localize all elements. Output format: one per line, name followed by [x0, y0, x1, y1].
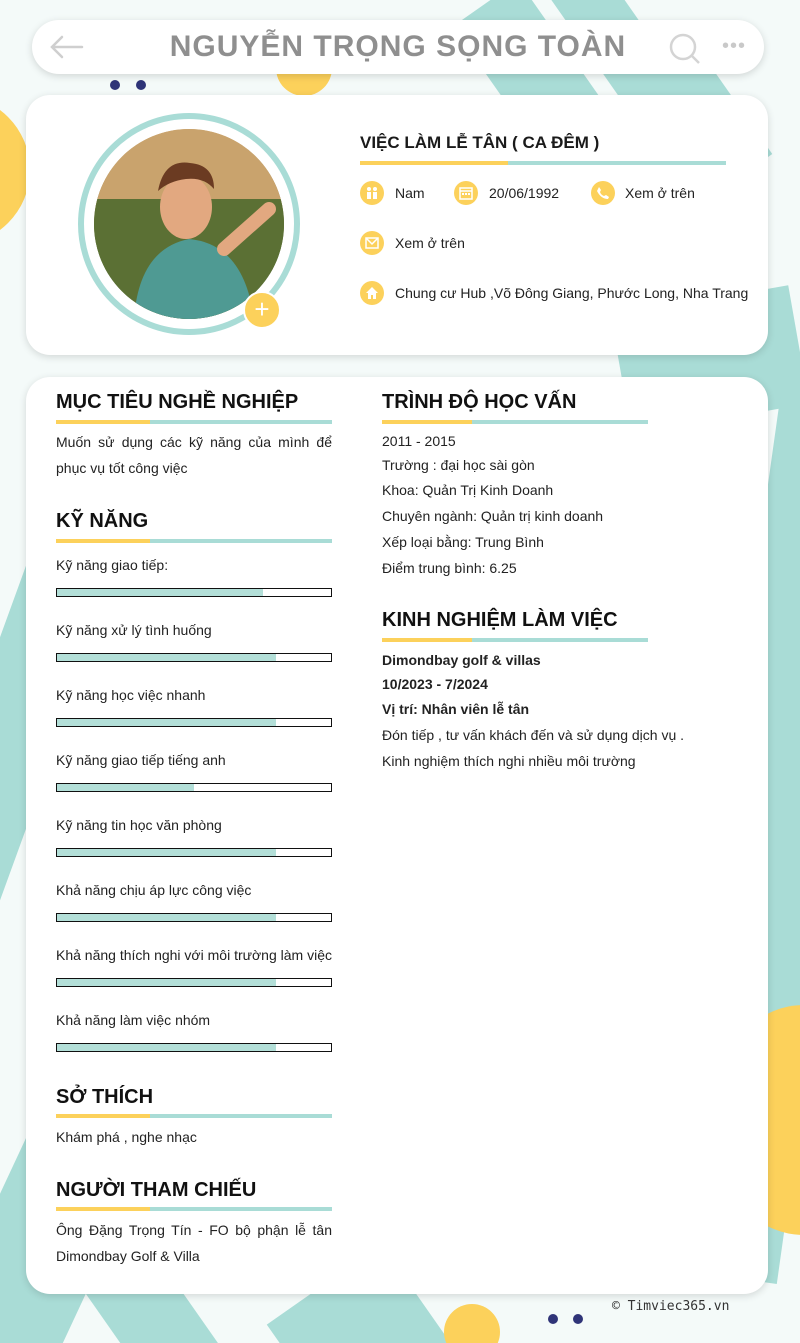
email-value: Xem ở trên: [395, 235, 465, 251]
address-value: Chung cư Hub ,Võ Đông Giang, Phước Long, Nha Trang: [395, 285, 749, 301]
job-title: VIỆC LÀM LỄ TÂN ( CA ĐÊM ): [360, 133, 600, 152]
skill-label: Kỹ năng xử lý tình huống: [56, 622, 212, 638]
experience-period: 10/2023 - 7/2024: [382, 676, 488, 692]
candidate-name: NGUYỄN TRỌNG SỌNG TOÀN: [169, 30, 627, 63]
skill-bar-fill: [57, 849, 276, 856]
gender-value: Nam: [395, 185, 425, 201]
education-major: Chuyên ngành: Quản trị kinh doanh: [382, 508, 604, 524]
hobbies-text: Khám phá , nghe nhạc: [56, 1129, 197, 1145]
section-underline: [56, 420, 332, 424]
education-title: TRÌNH ĐỘ HỌC VẤN: [382, 391, 577, 413]
skill-bar-fill: [57, 589, 263, 596]
skill-bar-fill: [57, 914, 276, 921]
skill-bar: [56, 848, 332, 857]
home-icon: [360, 281, 384, 305]
more-icon[interactable]: •••: [722, 35, 747, 57]
title-underline: [360, 161, 726, 165]
education-faculty: Khoa: Quản Trị Kinh Doanh: [382, 482, 554, 498]
resume-body-card: [26, 377, 768, 1294]
skill-bar-fill: [57, 784, 194, 791]
education-school: Trường : đại học sài gòn: [382, 457, 535, 473]
skill-bar: [56, 978, 332, 987]
references-title: NGƯỜI THAM CHIẾU: [56, 1179, 257, 1201]
skill-label: Khả năng thích nghi với môi trường làm việc: [56, 947, 332, 963]
skill-label: Kỹ năng học việc nhanh: [56, 687, 206, 703]
experience-title: KINH NGHIỆM LÀM VIỆC: [382, 609, 618, 631]
email-icon: [360, 231, 384, 255]
phone-icon: [591, 181, 615, 205]
top-bar: [32, 20, 764, 74]
education-years: 2011 - 2015: [382, 433, 456, 449]
education-rank: Xếp loại bằng: Trung Bình: [382, 534, 544, 550]
skills-title: KỸ NĂNG: [56, 510, 149, 532]
experience-description: Kinh nghiệm thích nghi nhiều môi trường: [382, 753, 636, 769]
experience-description: Đón tiếp , tư vấn khách đến và sử dụng dịch vụ .: [382, 727, 685, 743]
section-underline: [56, 1207, 332, 1211]
avatar-photo: [94, 129, 284, 319]
skill-bar-fill: [57, 719, 276, 726]
skill-label: Kỹ năng tin học văn phòng: [56, 817, 222, 833]
references-text: Ông Đặng Trọng Tín - FO bộ phận lễ tân Dimondbay Golf & Villa: [56, 1222, 332, 1264]
hobbies-title: SỞ THÍCH: [56, 1086, 154, 1108]
education-gpa: Điểm trung bình: 6.25: [382, 560, 517, 576]
skill-label: Kỹ năng giao tiếp tiếng anh: [56, 752, 226, 768]
avatar: [94, 129, 284, 319]
skill-bar: [56, 653, 332, 662]
search-icon[interactable]: [668, 32, 702, 66]
skill-bar: [56, 718, 332, 727]
skill-bar: [56, 1043, 332, 1052]
section-underline: [382, 420, 648, 424]
skill-bar: [56, 588, 332, 597]
career-goal-title: MỤC TIÊU NGHỀ NGHIỆP: [56, 391, 299, 413]
section-underline: [56, 1114, 332, 1118]
section-underline: [382, 638, 648, 642]
add-photo-button[interactable]: +: [243, 291, 281, 329]
skill-bar: [56, 913, 332, 922]
career-goal-text: Muốn sử dụng các kỹ năng của mình để phục vụ tốt công việc: [56, 434, 332, 476]
experience-company: Dimondbay golf & villas: [382, 652, 541, 668]
copyright-text: © Timviec365.vn: [612, 1299, 730, 1314]
gender-icon: [360, 181, 384, 205]
skill-label: Kỹ năng giao tiếp:: [56, 557, 169, 573]
skill-bar-fill: [57, 979, 276, 986]
birthday-value: 20/06/1992: [489, 185, 560, 201]
skill-bar-fill: [57, 1044, 276, 1051]
phone-value: Xem ở trên: [625, 185, 695, 201]
experience-position: Vị trí: Nhân viên lễ tân: [382, 701, 530, 717]
skill-label: Khả năng chịu áp lực công việc: [56, 882, 252, 898]
profile-card: [26, 95, 768, 355]
skill-bar-fill: [57, 654, 276, 661]
section-underline: [56, 539, 332, 543]
skill-label: Khả năng làm việc nhóm: [56, 1012, 211, 1028]
calendar-icon: [454, 181, 478, 205]
skill-bar: [56, 783, 332, 792]
